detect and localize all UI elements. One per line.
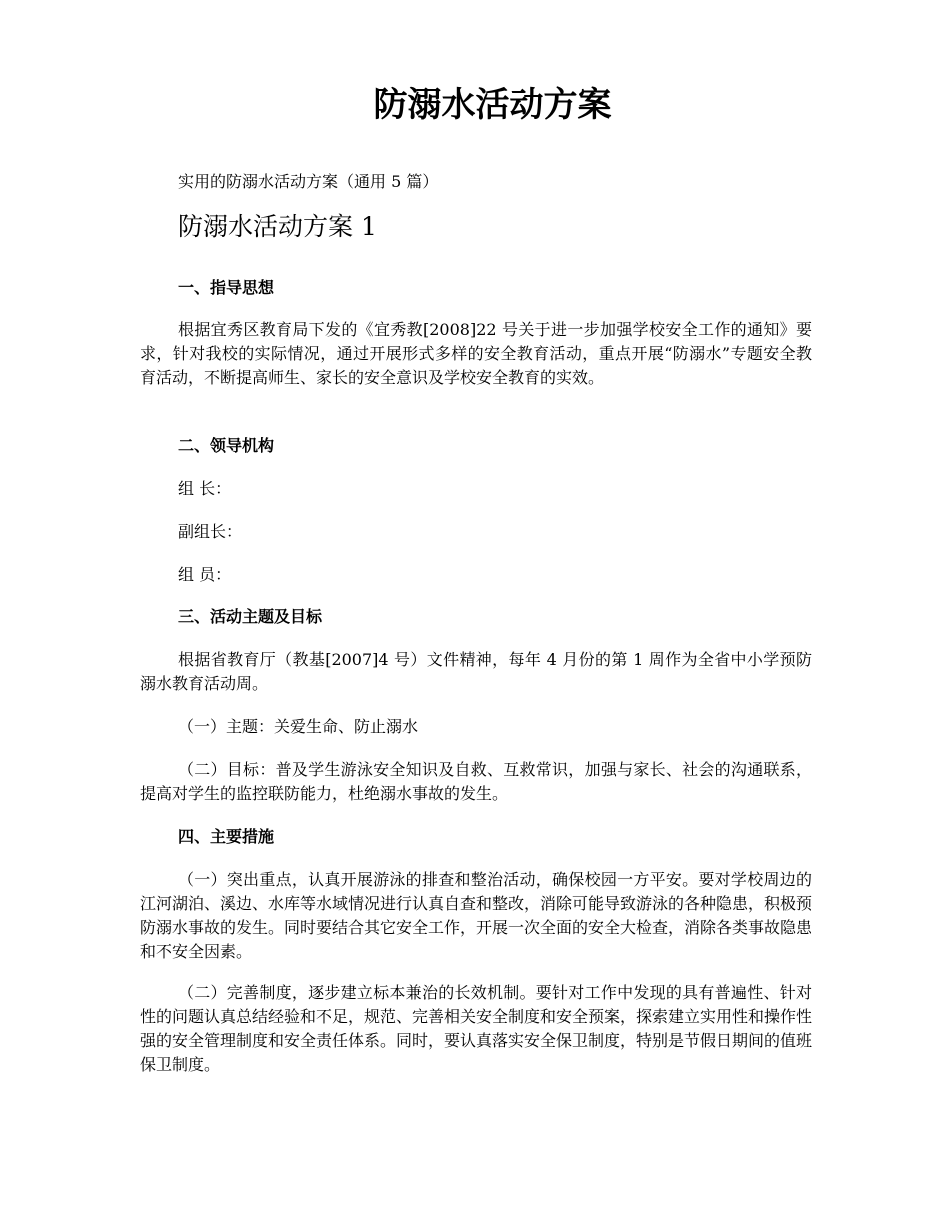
leader-line: 组 长： (178, 479, 232, 498)
heading-measures: 四、主要措施 (178, 827, 275, 846)
paragraph-theme-basis: 根据省教育厅（教基[2007]4 号）文件精神，每年 4 月份的第 1 周作为全省中小学预防溺水教育活动周。 (140, 650, 812, 693)
paragraph-measure-2: （二）完善制度，逐步建立标本兼治的长效机制。要针对工作中发现的具有普遍性、针对性的问题认真总结经验和不足，规范、完善相关安全制度和安全预案，探索建立实用性和操作性强的安全管理制度和安全责任体系。同时，要认真落实安全保卫制度，特别是节假日期间的值班保卫制度。 (140, 983, 813, 1074)
section-title: 防溺水活动方案 1 (178, 212, 377, 241)
theme-line: （一）主题：关爱生命、防止溺水 (178, 717, 419, 736)
document-subtitle: 实用的防溺水活动方案（通用 5 篇） (178, 172, 439, 191)
heading-guiding-ideology: 一、指导思想 (178, 278, 275, 297)
document-title: 防溺水活动方案 (373, 85, 612, 125)
members-line: 组 员： (178, 565, 232, 584)
paragraph-guiding-ideology: 根据宜秀区教育局下发的《宜秀教[2008]22 号关于进一步加强学校安全工作的通知》要求，针对我校的实际情况，通过开展形式多样的安全教育活动，重点开展“防溺水”专题安全教育活动，不断提高师生、家长的安全意识及学校安全教育的实效。 (140, 320, 812, 387)
paragraph-measure-1: （一）突出重点，认真开展游泳的排查和整治活动，确保校园一方平安。要对学校周边的江河湖泊、溪边、水库等水域情况进行认真自查和整改，消除可能导致游泳的各种隐患，积极预防溺水事故的发生。同时要结合其它安全工作，开展一次全面的安全大检查，消除各类事故隐患和不安全因素。 (140, 870, 813, 961)
vice-leader-line: 副组长： (178, 522, 243, 541)
heading-leadership: 二、领导机构 (178, 436, 275, 455)
heading-theme-goals: 三、活动主题及目标 (178, 607, 323, 626)
paragraph-goals: （二）目标：普及学生游泳安全知识及自救、互救常识，加强与家长、社会的沟通联系，提高对学生的监控联防能力，杜绝溺水事故的发生。 (140, 760, 812, 803)
